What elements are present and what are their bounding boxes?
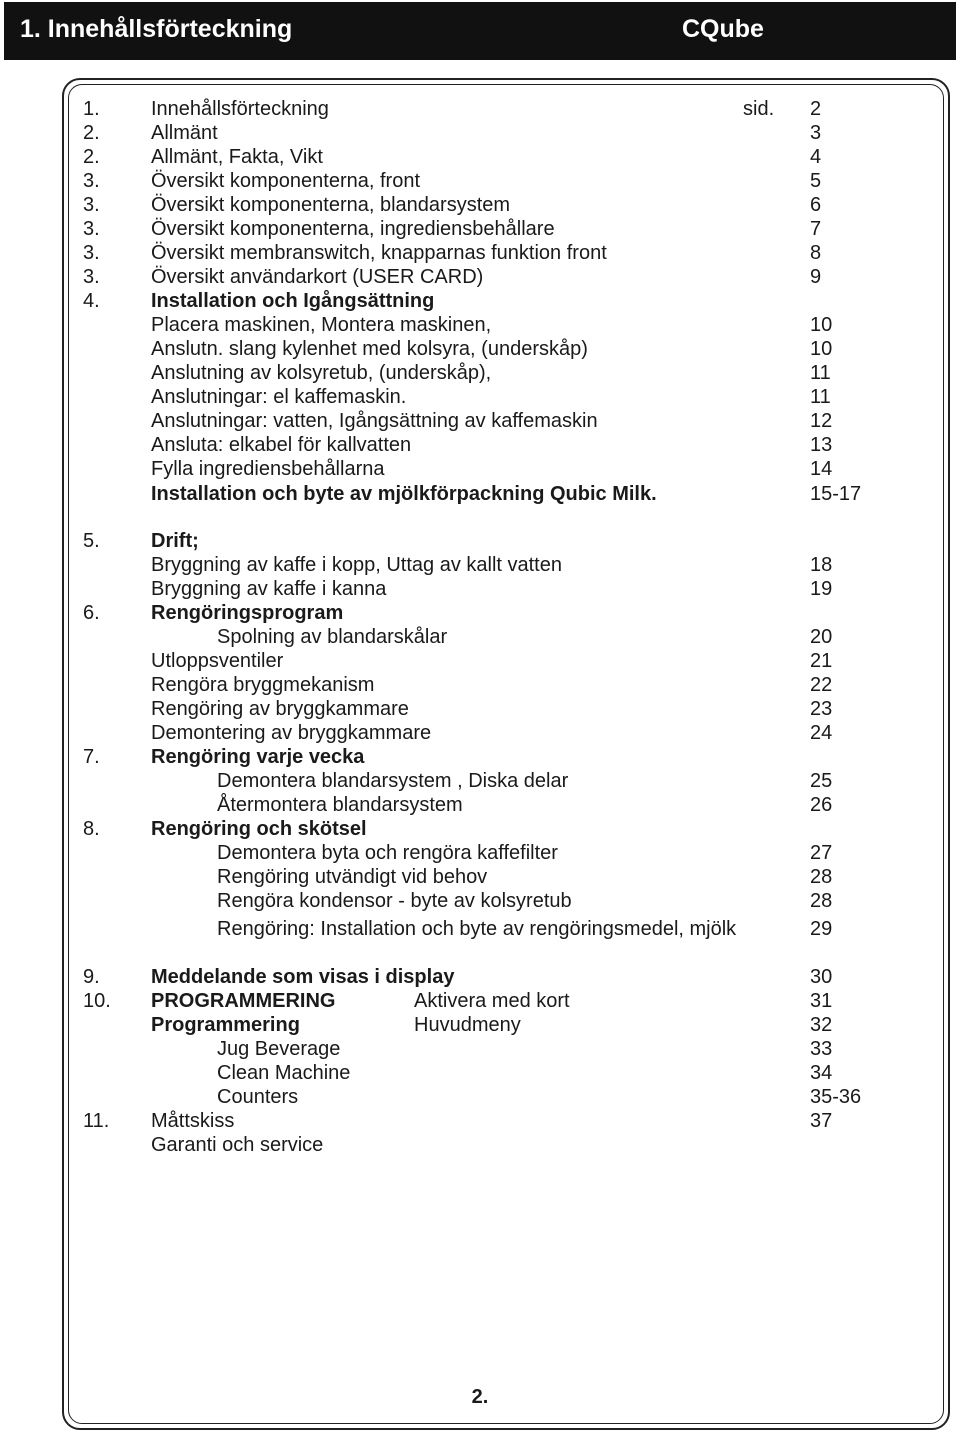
toc-entry-page: 18 [810,554,833,576]
toc-entry [0,361,960,385]
toc-entry [0,1013,960,1037]
toc-entry-number: 2. [83,122,100,144]
toc-entry-title: Rengöring utvändigt vid behov [217,866,488,888]
toc-entry [0,529,960,553]
toc-entry [0,965,960,989]
toc-entry-page: 22 [810,674,833,696]
toc-entry-number: 5. [83,530,100,552]
toc-entry [0,433,960,457]
toc-entry [0,817,960,841]
toc-entry-title: Installation och byte av mjölkförpackning Qubic Milk. [151,483,657,505]
page-number: 2. [471,1386,489,1408]
toc-entry-page: 28 [810,890,833,912]
toc-entry-number: 8. [83,818,100,840]
toc-entry [0,989,960,1013]
toc-entry-page: 9 [810,266,822,288]
toc-entry-page: 30 [810,966,833,988]
toc-entry-number: 3. [83,266,100,288]
toc-entry-title: Återmontera blandarsystem [217,794,463,816]
toc-entry [0,865,960,889]
toc-entry-number: 10. [83,990,111,1012]
toc-entry [0,601,960,625]
toc-entry-page: 10 [810,338,833,360]
toc-entry-number: 1. [83,98,100,120]
toc-entry [0,697,960,721]
toc-entry-page: 11 [810,362,831,384]
toc-entry-title: Översikt komponenterna, front [151,170,421,192]
toc-entry [0,289,960,313]
toc-entry [0,1109,960,1133]
toc-entry-title: Rengöra kondensor - byte av kolsyretub [217,890,572,912]
toc-entry-page: 23 [810,698,833,720]
toc-entry-page: 37 [810,1110,833,1132]
toc-entry [0,121,960,145]
toc-entry-title: Allmänt, Fakta, Vikt [151,146,323,168]
toc-entry-page: 3 [810,122,822,144]
toc-entry-page: 28 [810,866,833,888]
toc-entry [0,482,960,506]
toc-entry-title: Installation och Igångsättning [151,290,435,312]
toc-entry-page: 19 [810,578,833,600]
toc-entry-title: Spolning av blandarskålar [217,626,448,648]
toc-entry [0,553,960,577]
toc-entry-number: 3. [83,218,100,240]
toc-entry-page: 21 [810,650,833,672]
toc-entry [0,577,960,601]
toc-entry-number: 3. [83,194,100,216]
toc-entry [0,721,960,745]
toc-entry-subtitle: Aktivera med kort [414,990,570,1012]
toc-entry-title: Clean Machine [217,1062,351,1084]
toc-entry-page: 32 [810,1014,833,1036]
toc-entry-title: Anslutningar: el kaffemaskin. [151,386,407,408]
toc-entry-page: 20 [810,626,833,648]
toc-entry [0,193,960,217]
toc-entry-title: Anslutn. slang kylenhet med kolsyra, (underskåp) [151,338,588,360]
toc-entry-title: Översikt komponenterna, blandarsystem [151,194,511,216]
toc-entry-title: Rengöring och skötsel [151,818,367,840]
toc-entry-title: Programmering [151,1014,300,1036]
toc-entry-page: 14 [810,458,833,480]
toc-entry-title: Garanti och service [151,1134,324,1156]
toc-entry-page: 8 [810,242,822,264]
toc-entry-title: Anslutning av kolsyretub, (underskåp), [151,362,492,384]
toc-entry-page: 31 [810,990,833,1012]
toc-entry [0,1061,960,1085]
toc-entry-page: 13 [810,434,833,456]
toc-sid-label: sid. [743,98,775,120]
toc-entry-title: Drift; [151,530,199,552]
toc-entry-title: Rengöring varje vecka [151,746,365,768]
toc-entry-title: Översikt komponenterna, ingrediensbehållare [151,218,555,240]
toc-entry-number: 7. [83,746,100,768]
toc-entry [0,1085,960,1109]
toc-entry-page: 10 [810,314,833,336]
toc-entry-page: 24 [810,722,833,744]
toc-entry-title: Counters [217,1086,299,1108]
toc-entry [0,145,960,169]
toc-entry [0,457,960,481]
toc-entry [0,625,960,649]
toc-entry-page: 5 [810,170,822,192]
toc-entry-title: Demontera blandarsystem , Diska delar [217,770,569,792]
toc-entry [0,217,960,241]
toc-entry [0,673,960,697]
toc-entry-title: Demontera byta och rengöra kaffefilter [217,842,558,864]
toc-entry-title: Ansluta: elkabel för kallvatten [151,434,412,456]
toc-entry-title: Innehållsförteckning [151,98,329,120]
toc-entry [0,241,960,265]
toc-entry-title: Fylla ingrediensbehållarna [151,458,385,480]
toc-entry-page: 29 [810,918,833,940]
toc-entry-subtitle: Huvudmeny [414,1014,521,1036]
brand-name: CQube [682,15,764,43]
toc-entry-title: Översikt användarkort (USER CARD) [151,266,484,288]
toc-entry [0,917,960,941]
page-title: 1. Innehållsförteckning [20,15,293,43]
toc-entry-page: 7 [810,218,822,240]
toc-entry-number: 3. [83,170,100,192]
toc-entry [0,97,960,121]
toc-entry-title: Bryggning av kaffe i kopp, Uttag av kallt vatten [151,554,562,576]
toc-entry-page: 26 [810,794,833,816]
toc-entry-page: 25 [810,770,833,792]
toc-entry-title: Demontering av bryggkammare [151,722,432,744]
toc-entry [0,841,960,865]
toc-entry-title: Placera maskinen, Montera maskinen, [151,314,492,336]
toc-entry [0,1037,960,1061]
toc-entry-title: Rengöra bryggmekanism [151,674,375,696]
toc-entry-page: 34 [810,1062,833,1084]
toc-entry [0,385,960,409]
toc-entry-page: 27 [810,842,833,864]
toc-entry-page: 33 [810,1038,833,1060]
toc-entry-number: 3. [83,242,100,264]
toc-entry-title: Jug Beverage [217,1038,341,1060]
header-bar [4,2,956,60]
toc-entry-page: 11 [810,386,831,408]
toc-entry-title: Rengöring: Installation och byte av rengöringsmedel, mjölk [217,918,737,940]
toc-entry [0,313,960,337]
toc-entry-number: 6. [83,602,100,624]
toc-entry [0,409,960,433]
toc-entry-number: 2. [83,146,100,168]
toc-entry-number: 9. [83,966,100,988]
toc-entry [0,745,960,769]
toc-entry [0,265,960,289]
toc-entry [0,793,960,817]
toc-entry-title: PROGRAMMERING [151,990,336,1012]
toc-entry-page: 4 [810,146,822,168]
toc-entry-title: Översikt membranswitch, knapparnas funktion front [151,242,607,264]
toc-entry-title: Allmänt [151,122,218,144]
toc-entry-page: 6 [810,194,822,216]
toc-entry-number: 11. [83,1110,110,1132]
toc-entry [0,769,960,793]
toc-entry-title: Måttskiss [151,1110,235,1132]
toc-entry-title: Meddelande som visas i display [151,966,455,988]
toc-entry-page: 2 [810,98,822,120]
toc-entry-number: 4. [83,290,100,312]
toc-entry [0,169,960,193]
toc-entry-title: Rengöringsprogram [151,602,344,624]
toc-entry [0,649,960,673]
toc-entry-title: Anslutningar: vatten, Igångsättning av kaffemaskin [151,410,598,432]
toc-entry [0,889,960,913]
toc-entry-page: 35-36 [810,1086,862,1108]
toc-entry-page: 15-17 [810,483,862,505]
toc-entry-page: 12 [810,410,833,432]
toc-entry [0,1133,960,1157]
toc-entry-title: Rengöring av bryggkammare [151,698,409,720]
toc-entry-title: Utloppsventiler [151,650,284,672]
toc-entry [0,337,960,361]
toc-entry-title: Bryggning av kaffe i kanna [151,578,387,600]
